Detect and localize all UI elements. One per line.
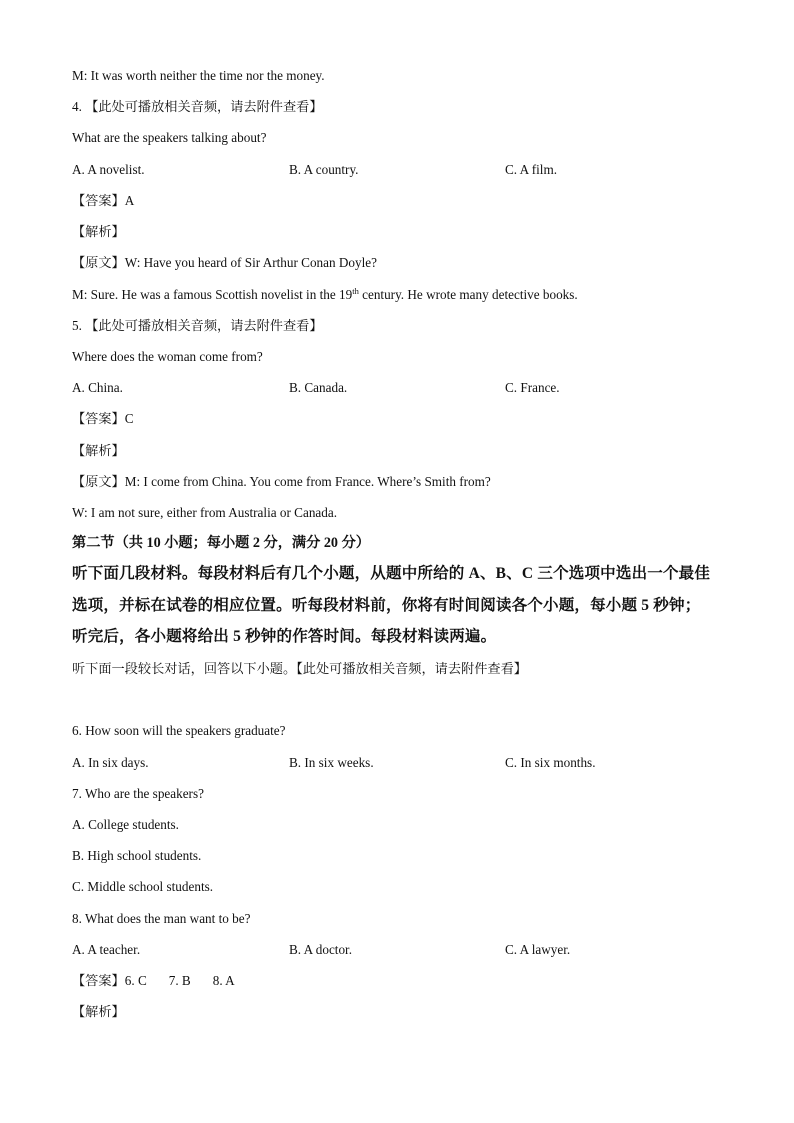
q6-option-a: A. In six days. <box>72 755 149 770</box>
question-7-text: 7. Who are the speakers? <box>72 786 204 801</box>
instructions-line: 听完后，各小题将给出 5 秒钟的作答时间。每段材料读两遍。 <box>72 628 497 645</box>
dialogue-intro: 听下面一段较长对话，回答以下小题。【此处可播放相关音频，请去附件查看】 <box>72 661 527 676</box>
q4-option-c: C. A film. <box>505 162 558 177</box>
q7-option-b: B. High school students. <box>72 848 202 863</box>
answer-7: 7. B <box>168 973 191 988</box>
question-5-header: 5. 【此处可播放相关音频，请去附件查看】 <box>72 318 323 333</box>
instructions-line: 听下面几段材料。每段材料后有几个小题，从题中所给的 A、B、C 三个选项中选出一个最佳 <box>72 565 711 582</box>
q7-option-c: C. Middle school students. <box>72 879 214 894</box>
dialogue-line: W: I am not sure, either from Australia or Canada. <box>72 505 338 520</box>
analysis-label: 【解析】 <box>72 443 125 458</box>
superscript: th <box>352 286 359 296</box>
dialogue-line: M: It was worth neither the time nor the money. <box>72 68 325 83</box>
q4-option-b: B. A country. <box>289 162 359 177</box>
answer-line: 【答案】C <box>72 411 134 426</box>
q5-option-b: B. Canada. <box>289 380 348 395</box>
transcript-line: 【原文】W: Have you heard of Sir Arthur Conan Doyle? <box>72 255 377 270</box>
analysis-label: 【解析】 <box>72 224 125 239</box>
analysis-label: 【解析】 <box>72 1004 125 1019</box>
q4-option-a: A. A novelist. <box>72 162 145 177</box>
dialogue-line <box>72 286 578 304</box>
question-5-text: Where does the woman come from? <box>72 349 263 364</box>
q8-option-a: A. A teacher. <box>72 942 141 957</box>
q5-option-c: C. France. <box>505 380 560 395</box>
q8-option-c: C. A lawyer. <box>505 942 571 957</box>
answer-8: 8. A <box>212 973 235 988</box>
answer-line: 【答案】A <box>72 193 135 208</box>
section-heading: 第二节（共 10 小题；每小题 2 分，满分 20 分） <box>72 535 370 551</box>
q6-option-b: B. In six weeks. <box>289 755 374 770</box>
question-4-text: What are the speakers talking about? <box>72 130 267 145</box>
q8-option-b: B. A doctor. <box>289 942 353 957</box>
q5-option-a: A. China. <box>72 380 123 395</box>
answer-label: 【答案】 <box>72 973 125 988</box>
instructions-line: 选项，并标在试卷的相应位置。听每段材料前，你将有时间阅读各个小题，每小题 5 秒钟； <box>72 597 701 614</box>
answer-6: 6. C <box>124 973 147 988</box>
q7-option-a: A. College students. <box>72 817 179 832</box>
question-8-text: 8. What does the man want to be? <box>72 911 251 926</box>
answer-line <box>72 972 235 990</box>
q6-option-c: C. In six months. <box>505 755 596 770</box>
question-6-text: 6. How soon will the speakers graduate? <box>72 723 286 738</box>
dialogue-text: M: Sure. He was a famous Scottish novelist in the 19 <box>72 287 353 302</box>
transcript-line: 【原文】M: I come from China. You come from France. Where’s Smith from? <box>72 474 491 489</box>
question-4-header: 4. 【此处可播放相关音频，请去附件查看】 <box>72 99 323 114</box>
dialogue-text: century. He wrote many detective books. <box>358 287 578 302</box>
